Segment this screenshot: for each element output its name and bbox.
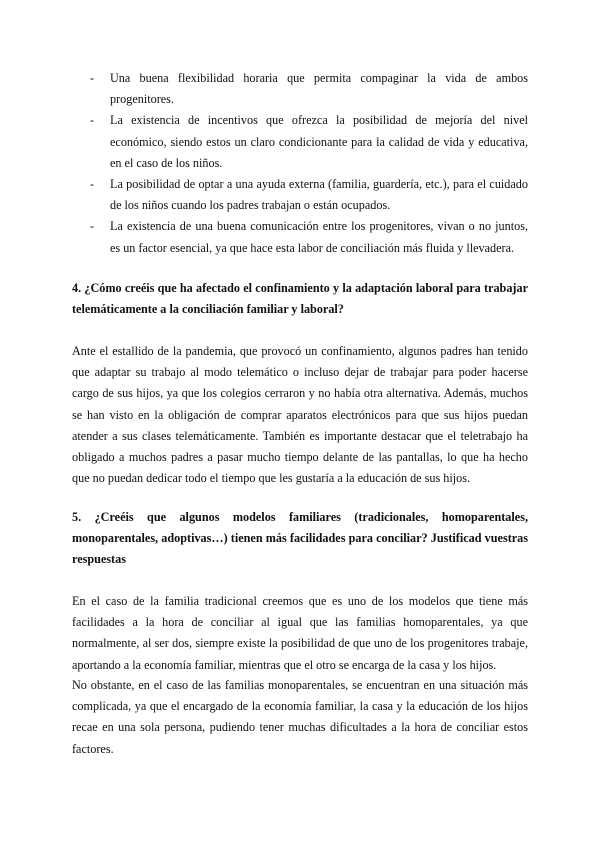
bullet-dash: - [90,219,95,234]
list-item-text: Una buena flexibilidad horaria que permita compaginar la vida de ambos progenitores. [110,71,528,107]
section-5-paragraph-2: No obstante, en el caso de las familias monoparentales, se encuentran en una situación más complicada, ya que el encargado de la economía familiar, la casa y la educación de los hijos recae en una sola persona, pudiendo tener muchas dificultades a la hora de conciliar estos factores. [72,678,528,756]
section-4-paragraph: Ante el estallido de la pandemia, que provocó un confinamiento, algunos padres han tenido que adaptar su trabajo al modo telemático o incluso dejar de trabajar para poder hacerse cargo de sus hijos, ya que los colegios cerraron y no había otra alternativa. Además, muchos se han visto en la obligación de comprar aparatos electrónicos para que sus hijos puedan atender a sus clases telemáticamente. También es importante destacar que el teletrabajo ha obligado a muchos padres a pasar mucho tiempo delante de las pantallas, lo que ha hecho que no puedan dedicar todo el tiempo que les gustaría a la educación de sus hijos. [72,344,528,486]
bullet-dash: - [90,177,95,192]
list-item [90,174,528,216]
section-5-paragraph-1: En el caso de la familia tradicional creemos que es uno de los modelos que tiene más facilidades a la hora de conciliar al igual que las familias homoparentales, ya que normalmente, al ser dos, siempre existe la posibilidad de que uno de los progenitores trabaje, aportando a la economía familiar, mientras que el otro se encarga de la casa y los hijos. [72,594,528,672]
bullet-dash: - [90,113,95,128]
section-5-heading: 5. ¿Creéis que algunos modelos familiares (tradicionales, homoparentales, monoparentales, adoptivas…) tienen más facilidades para conciliar? Justificad vuestras respuestas [72,510,528,567]
list-item-text: La existencia de incentivos que ofrezca la posibilidad de mejoría del nivel económico, siendo estos un claro condicionante para la calidad de vida y educativa, en el caso de los niños. [110,113,528,170]
bullet-dash: - [90,71,95,85]
section-4-heading: 4. ¿Cómo creéis que ha afectado el confinamiento y la adaptación laboral para trabajar telemáticamente a la conciliación familiar y laboral? [72,281,528,317]
bullet-list [90,68,528,259]
list-item [90,68,528,110]
list-item-text: La existencia de una buena comunicación entre los progenitores, vivan o no juntos, es un factor esencial, ya que hace esta labor de conciliación más fluida y llevadera. [110,219,528,255]
list-item-text: La posibilidad de optar a una ayuda externa (familia, guardería, etc.), para el cuidado de los niños cuando los padres trabajan o están ocupados. [110,177,528,213]
list-item [90,110,528,174]
list-item [90,216,528,258]
